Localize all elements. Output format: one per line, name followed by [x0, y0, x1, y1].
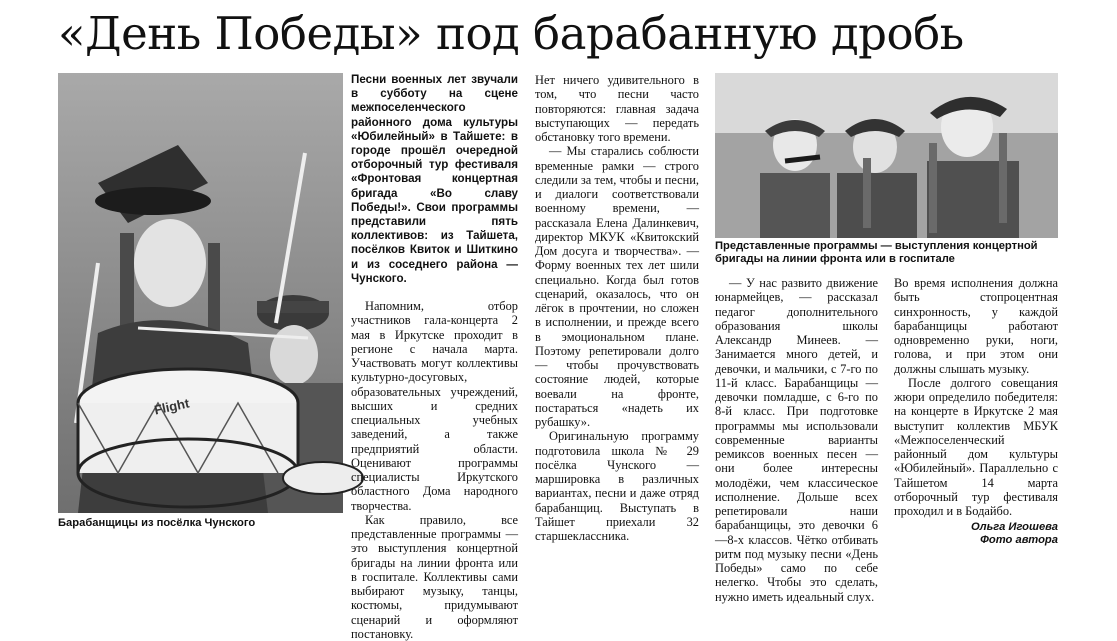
photo-drummers-caption: Барабанщицы из посёлка Чунского — [58, 517, 256, 529]
paragraph: Как правило, все представленные программы — это выступления концертной бригады на линии фронта или в госпитале. Коллективы сами выбирают музыку, танцы, костюмы, придумывают сценарий и оформляют постановку. — [351, 512, 518, 641]
article-column-2 — [535, 73, 699, 548]
paragraph: Оригинальную программу подготовила школа № 29 посёлка Чунского — маршировка в различных вариантах, песни и даже отряд барабанщиц. Выступать в Тайшет приехали 32 старшеклассника. — [535, 429, 699, 543]
article-column-3 — [715, 276, 878, 604]
photo-credit: Фото автора — [980, 533, 1058, 546]
paragraph: — Мы старались соблюсти временные рамки — строго следили за тем, чтобы и песни, и диалоги соответствовали военному времени, — рассказала Елена Далинкевич, директор МКУК «Квитокский Дом досуга и творчества». — Форму военных тех лет шили специально. Когда был готов сценарий, оказалось, что он лёгок в прочтении, но сложен в исполнении, и прежде всего в эмоциональном плане. Поэтому репетировали долго — чтобы прочувствовать состояние людей, которые воевали на фронте, постараться «надеть их рубашку». — [535, 144, 699, 429]
article-column-4 — [894, 276, 1058, 548]
paragraph: Напомним, отбор участников гала-концерта 2 мая в Иркутске проходит в регионе с начала марта. Участвовать могут коллективы культурно-досуговых, образовательных учреждений, высших и средних специальных учебных заведений, а также предприятий области. Оценивают программы специалисты Иркутского областного Дома народного творчества. — [351, 299, 518, 513]
photo-singers-caption: Представленные программы — выступления концертной бригады на линии фронта или в госпитале — [715, 240, 1038, 265]
paragraph: Нет ничего удивительного в том, что песни часто повторяются: главная задача выступающих — передать обстановку того времени. — [535, 73, 699, 144]
paragraph: После долгого совещания жюри определило победителя: на концерте в Иркутске 2 мая выступит коллектив МБУК «Межпоселенческий районный дом культуры «Юбилейный». Параллельно с Тайшетом 14 марта отборочный тур фестиваля проходил и в Бодайбо. — [894, 375, 1058, 518]
author-signature: Ольга Игошева — [970, 521, 1058, 534]
photo-drummers — [58, 73, 343, 513]
paragraph: — У нас развито движение юнармейцев, — рассказал педагог дополнительного образования школы Александр Минеев. — Занимается много детей, и девочки, и мальчики, с 7-го по 11-й класс. Барабанщицы — девочки помладше, с 6-го по 8-й класс. При подготовке программы мы использовали современные варианты ремиксов военных песен — они более интересны молодёжи, чем классическое исполнение. Дольше всех репетировали наши барабанщицы, это девочки 6—8-х классов. Чётко отбивать ритм под музыку песни «День Победы» само по себе нелегко. Чтобы это сделать, нужно иметь идеальный слух. — [715, 276, 878, 604]
article-column-1 — [351, 73, 518, 641]
photo-singers — [715, 73, 1058, 238]
headline: «День Победы» под барабанную дробь — [58, 7, 964, 60]
paragraph: Во время исполнения должна быть стопроцентная синхронность, у каждой барабанщицы работают одновременно руки, ноги, голова, и при этом они должны слышать музыку. — [894, 276, 1058, 376]
drum-brand-label: Flight — [152, 395, 191, 418]
article-lead: Песни военных лет звучали в субботу на сцене межпоселенческого районного дома культуры «Юбилейный» в Тайшете: в городе прошёл очередной отборочный тур фестиваля «Фронтовая концертная бригада «Во славу Победы!». Свои программы представили пять коллективов: из Тайшета, посёлков Квиток и Шиткино и из соседнего района — Чунского. — [351, 73, 518, 285]
